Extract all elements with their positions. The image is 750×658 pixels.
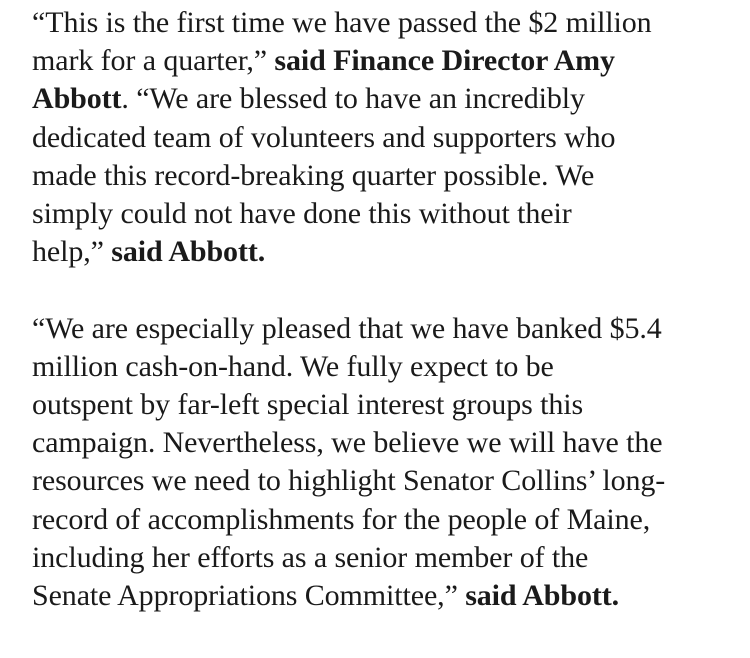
paragraph-quote-2: [32, 310, 732, 616]
text-line: outspent by far-left special interest groups this: [32, 388, 584, 422]
text-line: dedicated team of volunteers and supporters who: [32, 120, 616, 154]
text-run: mark for a quarter,”: [32, 44, 275, 78]
text-line: including her efforts as a senior member of the: [32, 540, 589, 574]
attribution-bold: Abbott: [32, 82, 122, 116]
text-line: [32, 577, 732, 615]
text-line: made this record-breaking quarter possible. We: [32, 158, 595, 192]
text-line: [32, 233, 732, 271]
text-run: . “We are blessed to have an incredibly: [121, 82, 585, 116]
text-line: “We are especially pleased that we have banked $5.4: [32, 311, 662, 345]
text-line: simply could not have done this without their: [32, 197, 572, 231]
press-release-body: [32, 4, 732, 615]
text-run: Senate Appropriations Committee,”: [32, 579, 466, 613]
text-line: [32, 80, 732, 118]
attribution-bold: said Abbott.: [465, 579, 620, 613]
attribution-bold: said Abbott.: [111, 235, 266, 269]
attribution-bold: said Finance Director Amy: [274, 44, 615, 78]
text-line: [32, 42, 732, 80]
paragraph-quote-1: [32, 4, 732, 271]
text-line: record of accomplishments for the people of Maine,: [32, 502, 651, 536]
text-run: help,”: [32, 235, 112, 269]
text-line: campaign. Nevertheless, we believe we will have the: [32, 426, 663, 460]
text-line: million cash-on-hand. We fully expect to be: [32, 349, 554, 383]
text-line: “This is the first time we have passed the $2 million: [32, 6, 652, 39]
text-line: resources we need to highlight Senator Collins’ long-: [32, 464, 666, 498]
paragraph-spacer: [32, 271, 732, 309]
